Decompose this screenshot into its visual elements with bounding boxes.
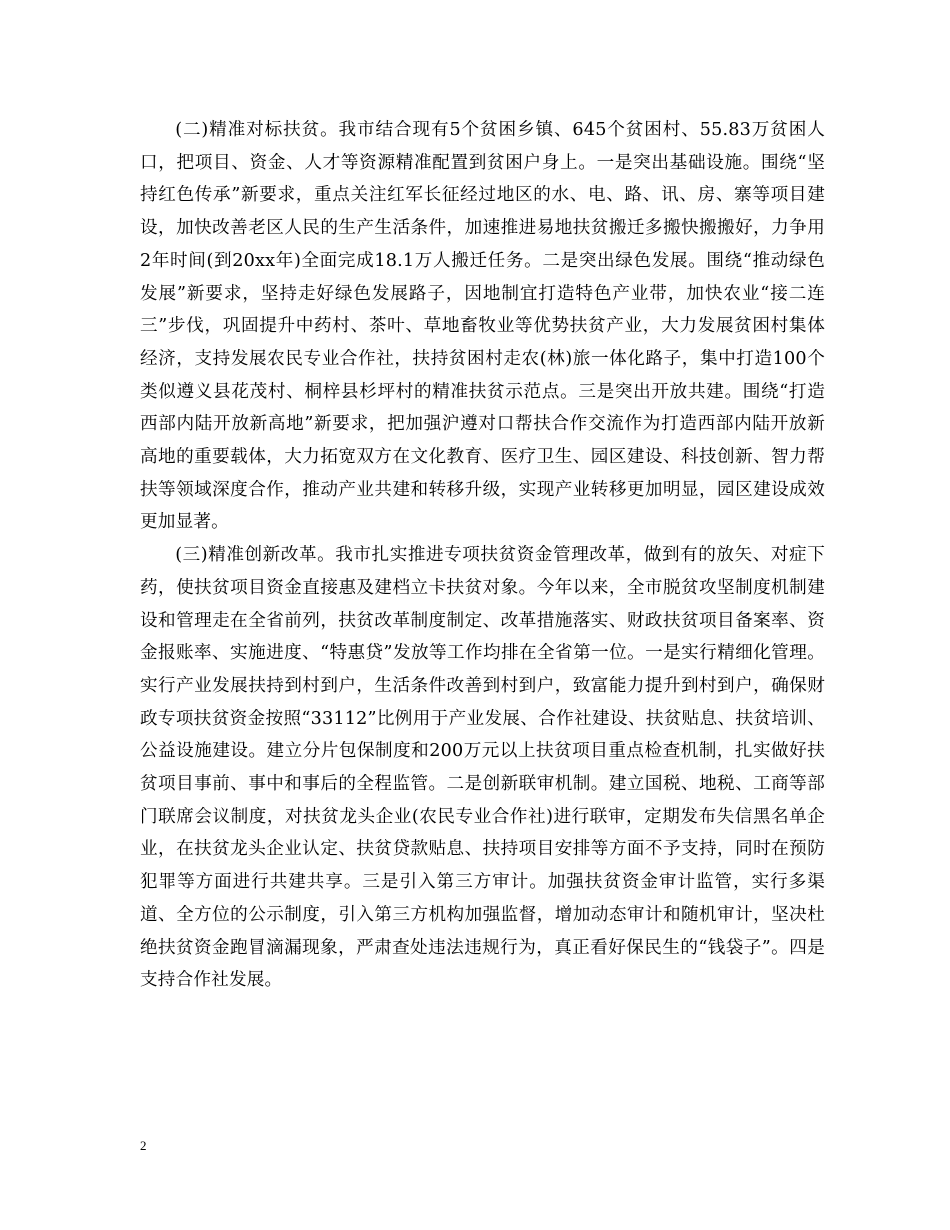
paragraph-precise-innovation-reform: (三)精准创新改革。我市扎实推进专项扶贫资金管理改革，做到有的放矢、对症下药，使扶贫项目资金直接惠及建档立卡扶贫对象。今年以来，全市脱贫攻坚制度机制建设和管理走在全省前列，扶贫改革制度制定、改革措施落实、财政扶贫项目备案率、资金报账率、实施进度、“特惠贷”发放等工作均排在全省第一位。一是实行精细化管理。实行产业发展扶持到村到户，生活条件改善到村到户，致富能力提升到村到户，确保财政专项扶贫资金按照“33112”比例用于产业发展、合作社建设、扶贫贴息、扶贫培训、公益设施建设。建立分片包保制度和200万元以上扶贫项目重点检查机制，扎实做好扶贫项目事前、事中和事后的全程监管。二是创新联审机制。建立国税、地税、工商等部门联席会议制度，对扶贫龙头企业(农民专业合作社)进行联审，定期发布失信黑名单企业，在扶贫龙头企业认定、扶贫贷款贴息、扶持项目安排等方面不予支持，同时在预防犯罪等方面进行共建共享。三是引入第三方审计。加强扶贫资金审计监管，实行多渠道、全方位的公示制度，引入第三方机构加强监督，增加动态审计和随机审计，坚决杜绝扶贫资金跑冒滴漏现象，严肃查处违法违规行为，真正看好保民生的“钱袋子”。四是支持合作社发展。 (140, 545, 825, 991)
paragraph-precise-targeted-poverty-alleviation: (二)精准对标扶贫。我市结合现有5个贫困乡镇、645个贫困村、55.83万贫困人口，把项目、资金、人才等资源精准配置到贫困户身上。一是突出基础设施。围绕“坚持红色传承”新要求，重点关注红军长征经过地区的水、电、路、讯、房、寨等项目建设，加快改善老区人民的生产生活条件，加速推进易地扶贫搬迁多搬快搬搬好，力争用2年时间(到20xx年)全面完成18.1万人搬迁任务。二是突出绿色发展。围绕“推动绿色发展”新要求，坚持走好绿色发展路子，因地制宜打造特色产业带，加快农业“接二连三”步伐，巩固提升中药村、茶叶、草地畜牧业等优势扶贫产业，大力发展贫困村集体经济，支持发展农民专业合作社，扶持贫困村走农(林)旅一体化路子，集中打造100个类似遵义县花茂村、桐梓县杉坪村的精准扶贫示范点。三是突出开放共建。围绕“打造西部内陆开放新高地”新要求，把加强沪遵对口帮扶合作交流作为打造西部内陆开放新高地的重要载体，大力拓宽双方在文化教育、医疗卫生、园区建设、科技创新、智力帮扶等领域深度合作，推动产业共建和转移升级，实现产业转移更加明显，园区建设成效更加显著。 (140, 120, 825, 533)
page-number: 2 (140, 1138, 147, 1153)
body-text (140, 114, 825, 997)
